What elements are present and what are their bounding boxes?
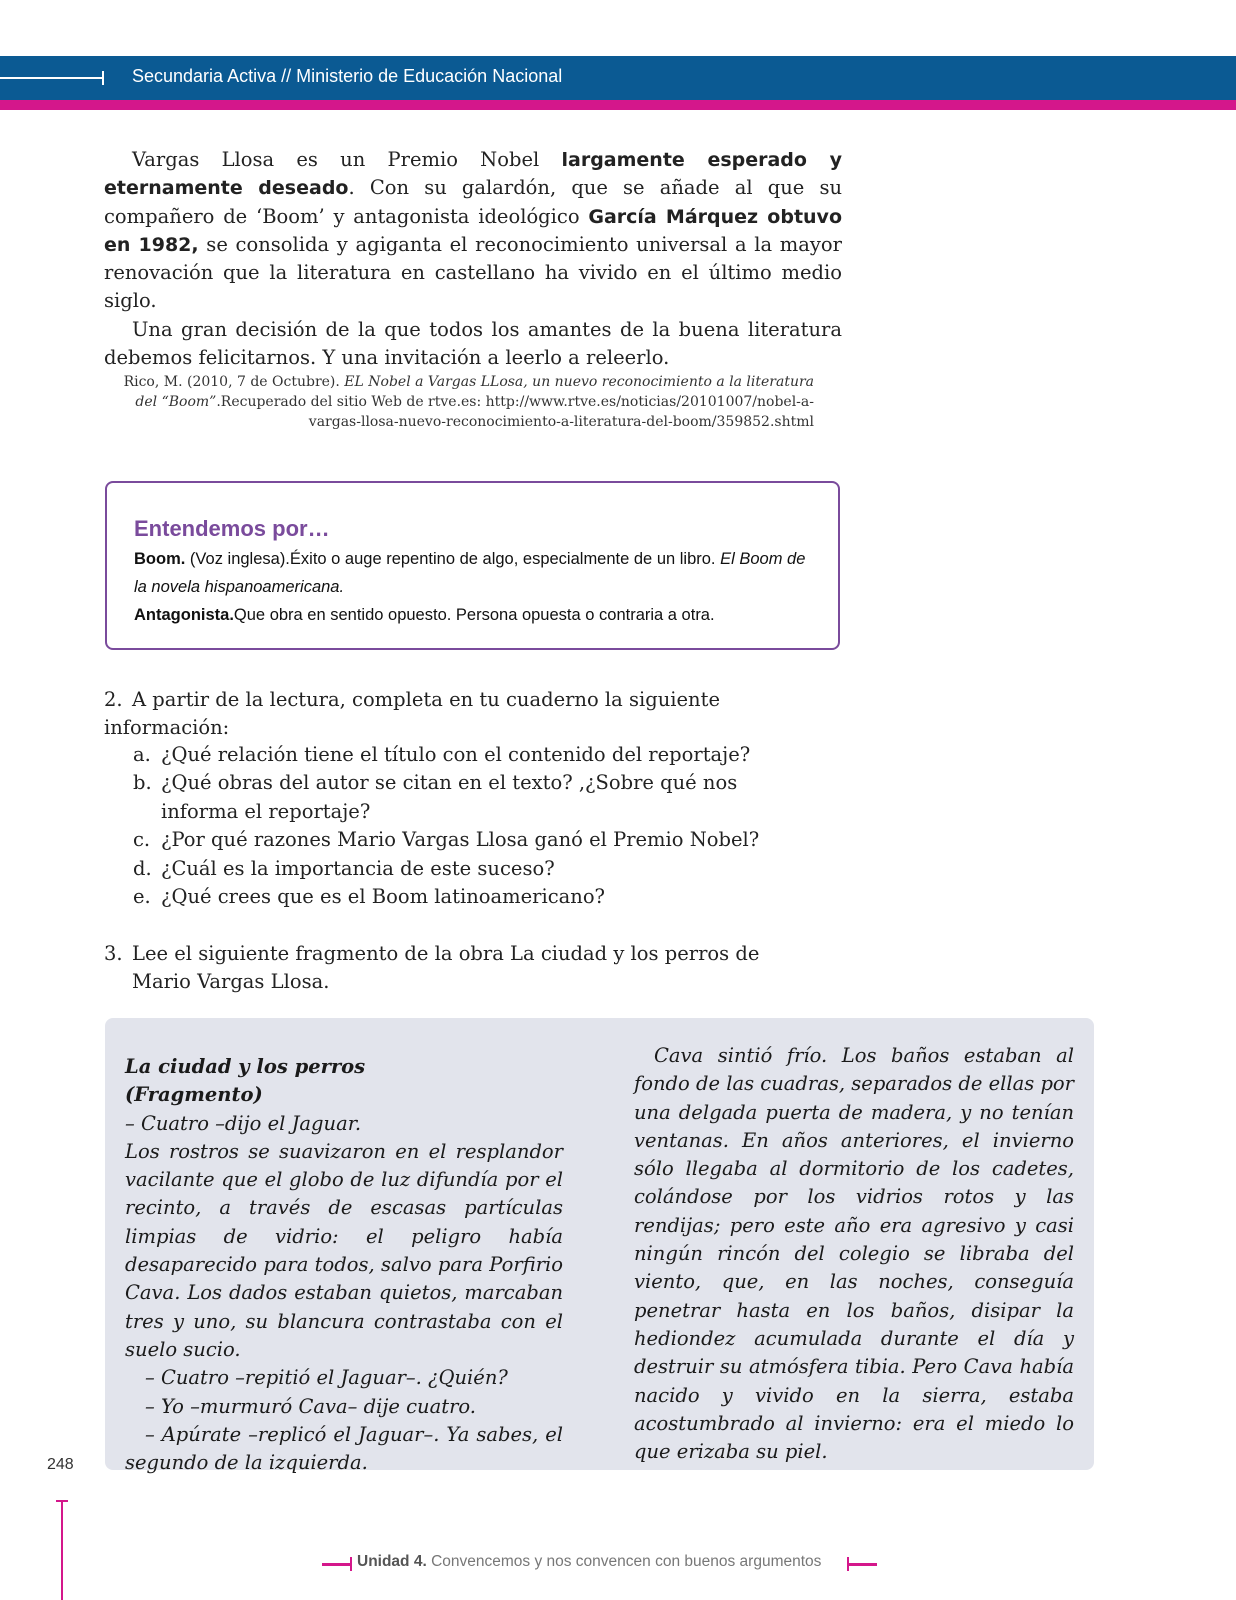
fragment-line-3: – Yo –murmuró Cava– dije cuatro. [145, 1394, 476, 1418]
definitions-title: Entendemos por… [134, 516, 330, 541]
fragment-paragraph-1: Los rostros se suavizaron en el resplandor vacilante que el globo de luz difundía por el recinto, a través de escasas partículas limpias de vidrio: el peligro había desaparecido para todos, salvo para Porfirio Cava. Los dados estaban quietos, marcaban tres y uno, su blancura contrastaba con el suelo sucio. [125, 1139, 563, 1361]
fragment-subtitle: (Fragmento) [125, 1083, 263, 1107]
list-item-letter: c. [133, 828, 151, 852]
citation [120, 372, 814, 432]
citation-title: EL Nobel a Vargas LLosa, un nuevo reconocimiento a la literatura del “Boom” [135, 374, 814, 410]
page-number: 248 [47, 1456, 74, 1473]
list-item-letter: a. [133, 743, 151, 766]
list-item-text: ¿Por qué razones Mario Vargas Llosa ganó el Premio Nobel? [161, 828, 760, 852]
question-2-list [133, 741, 813, 911]
list-item [133, 769, 785, 826]
list-item [133, 855, 813, 883]
question-3-number: 3. [104, 942, 123, 965]
citation-source: .Recuperado del sitio Web de rtve.es: http://www.rtve.es/noticias/20101007/nobel-a-vargas-llosa-nuevo-reconocimiento-a-literatura-del-boom/359852.shtml [216, 394, 814, 430]
list-item-text: ¿Cuál es la importancia de este suceso? [161, 856, 555, 880]
list-item [133, 741, 813, 769]
footer-unit-title [357, 1553, 821, 1571]
footer-left-rule-cap [56, 1500, 68, 1502]
footer-rule-right [847, 1563, 877, 1566]
list-item-letter: b. [133, 771, 152, 795]
p1-run: se consolida y agiganta el reconocimiento universal a la mayor renovación que la literatura en castellano ha vivido en el último medio siglo. [104, 232, 842, 313]
question-2-number: 2. [104, 688, 123, 711]
article-paragraph-1 [104, 146, 842, 316]
definition-antagonista: Que obra en sentido opuesto. Persona opuesta o contraria a otra. [233, 606, 715, 624]
footer-left-rule [61, 1500, 63, 1600]
question-3 [104, 940, 824, 997]
header-rule [0, 77, 104, 79]
p1-bold-run: largamente esperado y eternamente deseado [104, 149, 842, 200]
fragment-left-column [125, 1053, 563, 1477]
question-2 [104, 686, 844, 742]
header-accent-stripe [0, 100, 1236, 110]
fragment-right-column: Cava sintió frío. Los baños estaban al fondo de las cuadras, separados de ellas por una delgada puerta de madera, y no tenían ventanas. En años anteriores, el invierno sólo llegaba al dormitorio de los cadetes, colándose por los vidrios rotos y las rendijas; pero este año era agresivo y casi ningún rincón del colegio se libraba del viento, que, en las noches, conseguía penetrar hasta en los baños, disipar la hediondez acumulada durante el día y destruir su atmósfera tibia. Pero Cava había nacido y vivido en la sierra, estaba acostumbrado al invierno: era el miedo lo que erizaba su piel. [634, 1044, 1074, 1464]
p1-run: . Con su galardón, que se añade al que su compañero de ‘Boom’ y antagonista ideológico [104, 176, 843, 228]
definitions-box [105, 481, 840, 650]
header-rule-tick [102, 71, 104, 85]
list-item-letter: d. [133, 856, 152, 880]
fragment-box [105, 1018, 1094, 1475]
definition-term-antagonista: Antagonista. [134, 606, 234, 624]
list-item-text: ¿Qué relación tiene el título con el contenido del reportaje? [161, 743, 751, 766]
p1-run: Vargas Llosa es un Premio Nobel [132, 148, 562, 171]
footer-rule-left [322, 1563, 352, 1566]
fragment-line-2: – Cuatro –repitió el Jaguar–. ¿Quién? [145, 1366, 508, 1390]
list-item-letter: e. [133, 885, 151, 909]
footer-unit-name: Convencemos y nos convencen con buenos argumentos [426, 1553, 822, 1570]
definitions-text [134, 545, 814, 629]
article-text [104, 146, 842, 372]
fragment-line-1: – Cuatro –dijo el Jaguar. [125, 1111, 362, 1135]
footer-rule-left-tick [350, 1557, 352, 1571]
definition-boom-example: El Boom de la novela hispanoamericana. [134, 550, 806, 596]
list-item [133, 826, 813, 854]
fragment-line-4: – Apúrate –replicó el Jaguar–. Ya sabes, el segundo de la izquierda. [125, 1422, 563, 1475]
footer-unit-label: Unidad 4. [357, 1553, 427, 1570]
list-item-text: ¿Qué crees que es el Boom latinoamericano? [161, 885, 606, 909]
definition-boom: (Voz inglesa).Éxito o auge repentino de algo, especialmente de un libro. [185, 550, 721, 568]
fragment-title: La ciudad y los perros [125, 1055, 366, 1078]
article-paragraph-2: Una gran decisión de la que todos los amantes de la buena literatura debemos felicitarnos. Y una invitación a leerlo a releerlo. [104, 317, 842, 370]
citation-author: Rico, M. (2010, 7 de Octubre). [123, 374, 345, 390]
list-item [133, 883, 813, 911]
list-item-text: ¿Qué obras del autor se citan en el texto? ,¿Sobre qué nos informa el reportaje? [161, 771, 738, 823]
definition-term-boom: Boom. [134, 550, 186, 568]
header-title: Secundaria Activa // Ministerio de Educación Nacional [132, 66, 563, 86]
question-2-text: A partir de la lectura, completa en tu cuaderno la siguiente información: [104, 688, 720, 739]
question-3-text: Lee el siguiente fragmento de la obra La ciudad y los perros de Mario Vargas Llosa. [132, 942, 760, 994]
p1-bold-run: García Márquez obtuvo en 1982, [104, 205, 842, 256]
